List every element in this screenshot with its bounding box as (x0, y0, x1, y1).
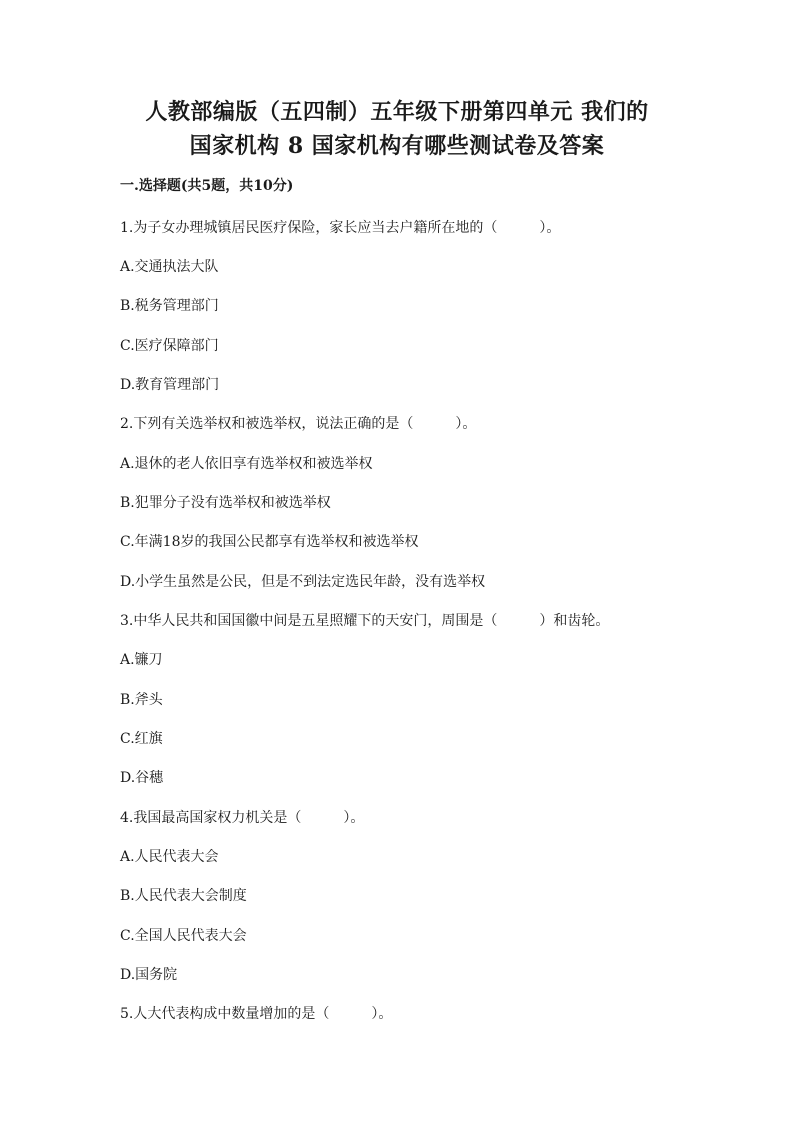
question-2-option-b: B.犯罪分子没有选举权和被选举权 (120, 495, 331, 511)
question-1-stem: 1.为子女办理城镇居民医疗保险，家长应当去户籍所在地的（ ）。 (120, 220, 561, 236)
document-title-line-1: 人教部编版（五四制）五年级下册第四单元 我们的 (145, 99, 649, 125)
question-2-option-a: A.退休的老人依旧享有选举权和被选举权 (120, 456, 373, 472)
question-2-option-d: D.小学生虽然是公民，但是不到法定选民年龄，没有选举权 (120, 574, 486, 590)
question-3-option-a: A.镰刀 (120, 652, 163, 668)
question-4-option-d: D.国务院 (120, 967, 178, 983)
question-1-option-d: D.教育管理部门 (120, 377, 220, 393)
question-2-option-c: C.年满18岁的我国公民都享有选举权和被选举权 (120, 534, 419, 550)
question-4-stem: 4.我国最高国家权力机关是（ ）。 (120, 810, 365, 826)
question-4-option-a: A.人民代表大会 (120, 849, 219, 865)
question-2-stem: 2.下列有关选举权和被选举权，说法正确的是（ ）。 (120, 416, 477, 432)
question-5-stem: 5.人大代表构成中数量增加的是（ ）。 (120, 1006, 393, 1022)
question-3-option-b: B.斧头 (120, 692, 163, 708)
question-3-option-c: C.红旗 (120, 731, 163, 747)
section-heading: 一.选择题(共5题，共10分) (120, 178, 294, 194)
question-4-option-b: B.人民代表大会制度 (120, 888, 247, 904)
document-title-line-2: 国家机构 8 国家机构有哪些测试卷及答案 (189, 133, 605, 159)
question-1-option-a: A.交通执法大队 (120, 259, 219, 275)
question-1-option-b: B.税务管理部门 (120, 298, 219, 314)
question-4-option-c: C.全国人民代表大会 (120, 928, 247, 944)
question-3-option-d: D.谷穗 (120, 770, 164, 786)
question-3-stem: 3.中华人民共和国国徽中间是五星照耀下的天安门，周围是（ ）和齿轮。 (120, 613, 610, 629)
question-1-option-c: C.医疗保障部门 (120, 338, 219, 354)
